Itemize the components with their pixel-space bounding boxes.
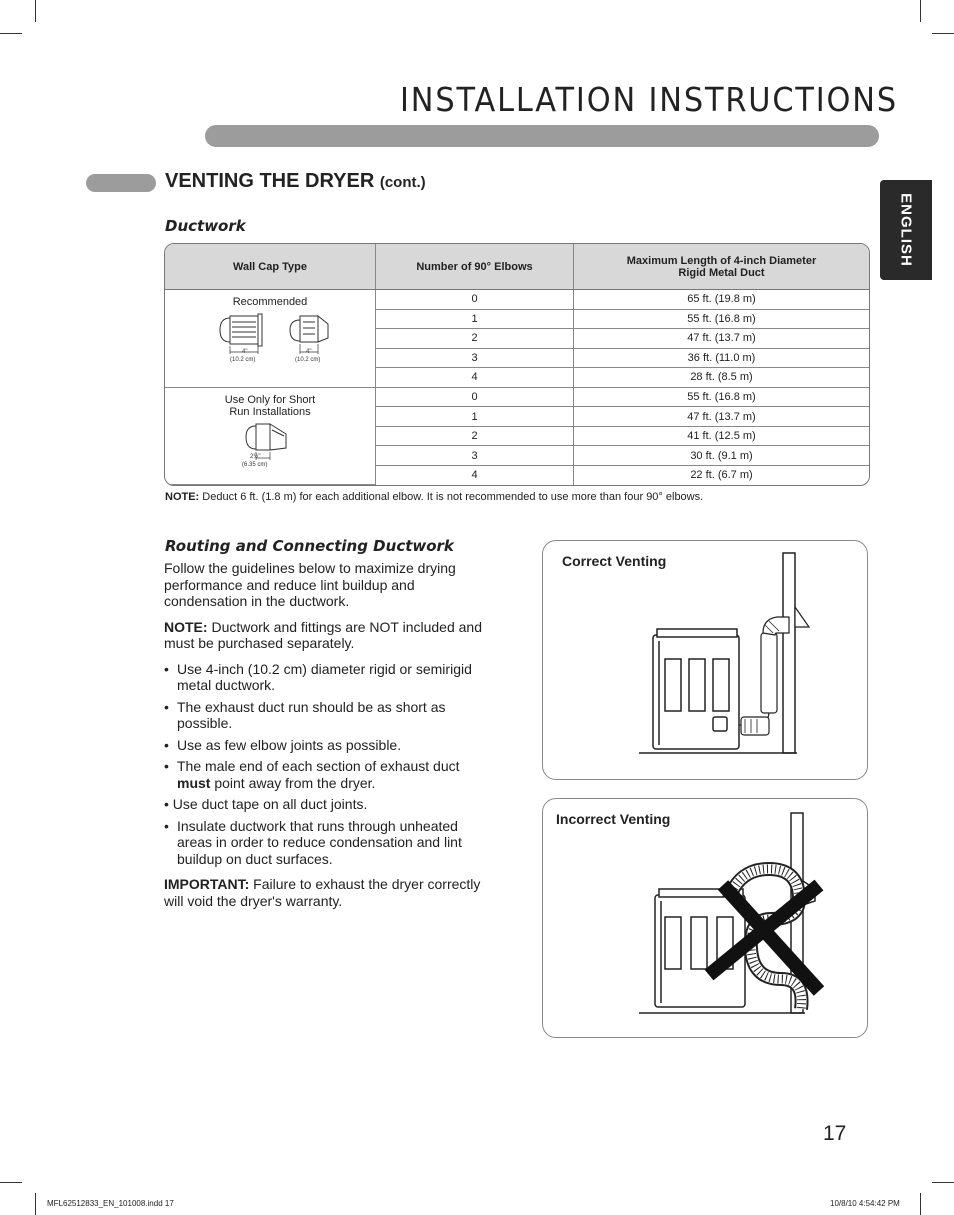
- cap-type-label: Recommended: [232, 296, 308, 308]
- footer-timestamp: 10/8/10 4:54:42 PM: [830, 1199, 900, 1208]
- cap-type-cell-short-run: [165, 387, 376, 484]
- list-item-text: The male end of each section of exhaust duct: [177, 758, 460, 774]
- page-number: 17: [823, 1122, 847, 1145]
- crop-mark: [35, 0, 36, 22]
- list-item: • Use duct tape on all duct joints.: [164, 796, 368, 812]
- dim-label: (10.2 cm): [295, 357, 321, 363]
- cap-type-cell-recommended: [165, 290, 376, 388]
- table-note-text: Deduct 6 ft. (1.8 m) for each additional elbow. It is not recommended to use more than four 90° elbows.: [199, 491, 704, 503]
- table-row: [165, 387, 869, 407]
- language-tab: [880, 180, 932, 280]
- length-cell: 28 ft. (8.5 m): [574, 368, 870, 388]
- column-header-max-length: [574, 244, 870, 290]
- important-note: [164, 876, 494, 909]
- section-marker: [86, 174, 156, 192]
- vent-length-table: [164, 243, 870, 486]
- routing-note: [164, 619, 494, 652]
- table-note-label: NOTE:: [165, 491, 200, 503]
- length-cell: 47 ft. (13.7 m): [574, 329, 870, 349]
- routing-body: [164, 560, 494, 909]
- correct-venting-illustration: [633, 549, 863, 769]
- language-tab-label: ENGLISH: [897, 193, 915, 267]
- section-heading: [165, 170, 426, 193]
- elbows-cell: 2: [376, 329, 574, 349]
- dim-label: 2½": [250, 453, 261, 460]
- crop-mark: [35, 1193, 36, 1215]
- dim-label: (6.35 cm): [242, 461, 268, 468]
- list-item: • Insulate ductwork that runs through unheated areas in order to reduce condensation and lint buildup on duct surfaces.: [164, 818, 494, 868]
- important-text: Failure to exhaust the dryer correctly will void the dryer's warranty.: [164, 876, 481, 909]
- important-label: IMPORTANT:: [164, 876, 250, 892]
- section-heading-suffix: (cont.): [379, 174, 426, 191]
- elbows-cell: 0: [376, 290, 574, 310]
- dim-label: (10.2 cm): [230, 357, 256, 363]
- guideline-list: [164, 661, 494, 868]
- routing-note-text: Ductwork and fittings are NOT included and must be purchased separately.: [164, 618, 482, 651]
- crop-mark: [932, 33, 954, 34]
- routing-intro: Follow the guidelines below to maximize drying performance and reduce lint buildup and condensation in the ductwork.: [164, 560, 456, 609]
- length-cell: 36 ft. (11.0 m): [574, 348, 870, 368]
- elbows-cell: 3: [376, 348, 574, 368]
- dim-label: 4": [242, 349, 248, 355]
- list-item-text: Use duct tape on all duct joints.: [172, 796, 368, 812]
- page-title: INSTALLATION INSTRUCTIONS: [400, 80, 898, 119]
- ductwork-heading: Ductwork: [165, 217, 246, 235]
- length-cell: 30 ft. (9.1 m): [574, 446, 870, 466]
- list-item-tail: point away from the dryer.: [210, 774, 376, 791]
- list-item: [164, 758, 494, 791]
- routing-note-label: NOTE:: [164, 618, 208, 635]
- incorrect-venting-title: Incorrect Venting: [556, 811, 671, 827]
- column-header-cap-type: Wall Cap Type: [165, 244, 376, 290]
- length-cell: 47 ft. (13.7 m): [574, 407, 870, 427]
- list-item: • Use as few elbow joints as possible.: [164, 737, 494, 754]
- elbows-cell: 1: [376, 407, 574, 427]
- table-note: [165, 491, 865, 503]
- cap-type-label-line2: Run Installations: [229, 405, 311, 418]
- elbows-cell: 2: [376, 426, 574, 446]
- elbows-cell: 0: [376, 387, 574, 407]
- column-header-elbows: Number of 90° Elbows: [376, 244, 574, 290]
- crop-mark: [932, 1182, 954, 1183]
- crop-mark: [920, 0, 921, 22]
- length-cell: 65 ft. (19.8 m): [574, 290, 870, 310]
- recommended-wall-caps-illustration: [200, 308, 340, 372]
- title-rule-bar: [205, 125, 879, 147]
- length-cell: 55 ft. (16.8 m): [574, 309, 870, 329]
- correct-venting-panel: [542, 540, 868, 780]
- incorrect-venting-illustration: [633, 809, 863, 1029]
- length-cell: 41 ft. (12.5 m): [574, 426, 870, 446]
- column-header-max-length-line1: Maximum Length of 4-inch Diameter: [626, 254, 817, 267]
- crop-mark: [0, 1182, 22, 1183]
- elbows-cell: 4: [376, 465, 574, 484]
- crop-mark: [0, 33, 22, 34]
- incorrect-venting-panel: [542, 798, 868, 1038]
- list-item: • Use 4-inch (10.2 cm) diameter rigid or semirigid metal ductwork.: [164, 661, 494, 694]
- list-item-bold: must: [177, 774, 211, 791]
- short-run-wall-cap-illustration: [200, 418, 340, 470]
- footer-file-info: MFL62512833_EN_101008.indd 17: [47, 1199, 174, 1208]
- list-item: • The exhaust duct run should be as short as possible.: [164, 699, 494, 732]
- elbows-cell: 4: [376, 368, 574, 388]
- routing-heading: Routing and Connecting Ductwork: [165, 537, 454, 555]
- cap-type-label: Use Only for Short: [224, 393, 316, 406]
- column-header-max-length-line2: Rigid Metal Duct: [678, 266, 765, 279]
- correct-venting-title: Correct Venting: [562, 553, 667, 569]
- dim-label: 4": [306, 349, 312, 355]
- length-cell: 22 ft. (6.7 m): [690, 469, 753, 482]
- table-row: [165, 290, 869, 310]
- elbows-cell: 3: [376, 446, 574, 466]
- crop-mark: [920, 1193, 921, 1215]
- section-heading-text: VENTING THE DRYER: [165, 170, 375, 192]
- elbows-cell: 1: [376, 309, 574, 329]
- length-cell: 55 ft. (16.8 m): [574, 387, 870, 407]
